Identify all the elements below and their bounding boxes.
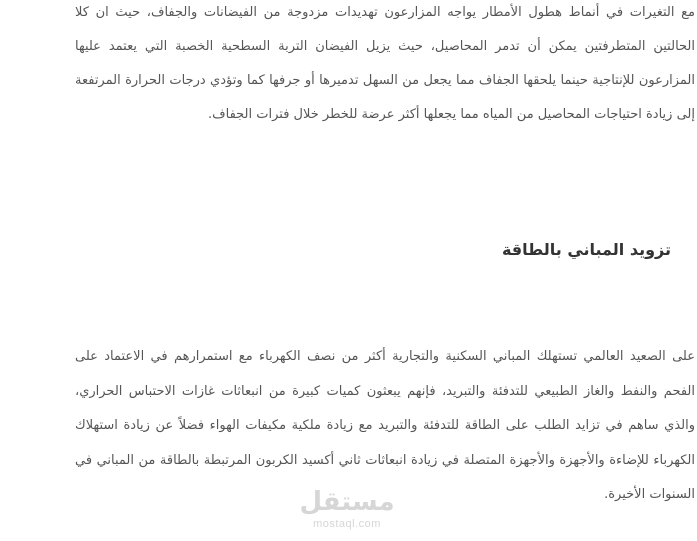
watermark-domain: mostaql.com [313,518,381,530]
paragraph-buildings-energy: على الصعيد العالمي تستهلك المباني السكنية والتجارية أكثر من نصف الكهرباء مع استمرارهم في الاعتماد على الفحم والنفط والغاز الطبيعي للتدفئة والتبريد، فإنهم يبعثون كميات كبيرة من انبعاثات غازات الاحتباس الحراري، والذي ساهم في تزايد الطلب على الطاقة للتدفئة والتبريد مع زيادة ملكية مكيفات الهواء فضلاً عن زيادة استهلاك الكهرباء للإضاءة والأجهزة والأجهزة المتصلة في زيادة انبعاثات ثاني أكسيد الكربون المرتبطة بالطاقة من المباني في السنوات الأخيرة. [75,349,695,502]
section-heading: تزويد المباني بالطاقة [501,240,671,259]
paragraph-rainfall-impact: مع التغيرات في أنماط هطول الأمطار يواجه المزارعون تهديدات مزدوجة من الفيضانات والجفاف، حيث ان كلا الحالتين المتطرفتين يمكن أن تدمر المحاصيل، حيث يزيل الفيضان التربة السطحية الخصبة التي يعتمد عليها المزارعون للإنتاجية حينما يلحقها الجفاف مما يجعل من السهل تدميرها أو جرفها كما وتؤدي درجات الحرارة المرتفعة إلى زيادة احتياجات المحاصيل من المياه مما يجعلها أكثر عرضة للخطر خلال فترات الجفاف. [75,5,695,122]
watermark-logo: مستقل [299,487,395,517]
